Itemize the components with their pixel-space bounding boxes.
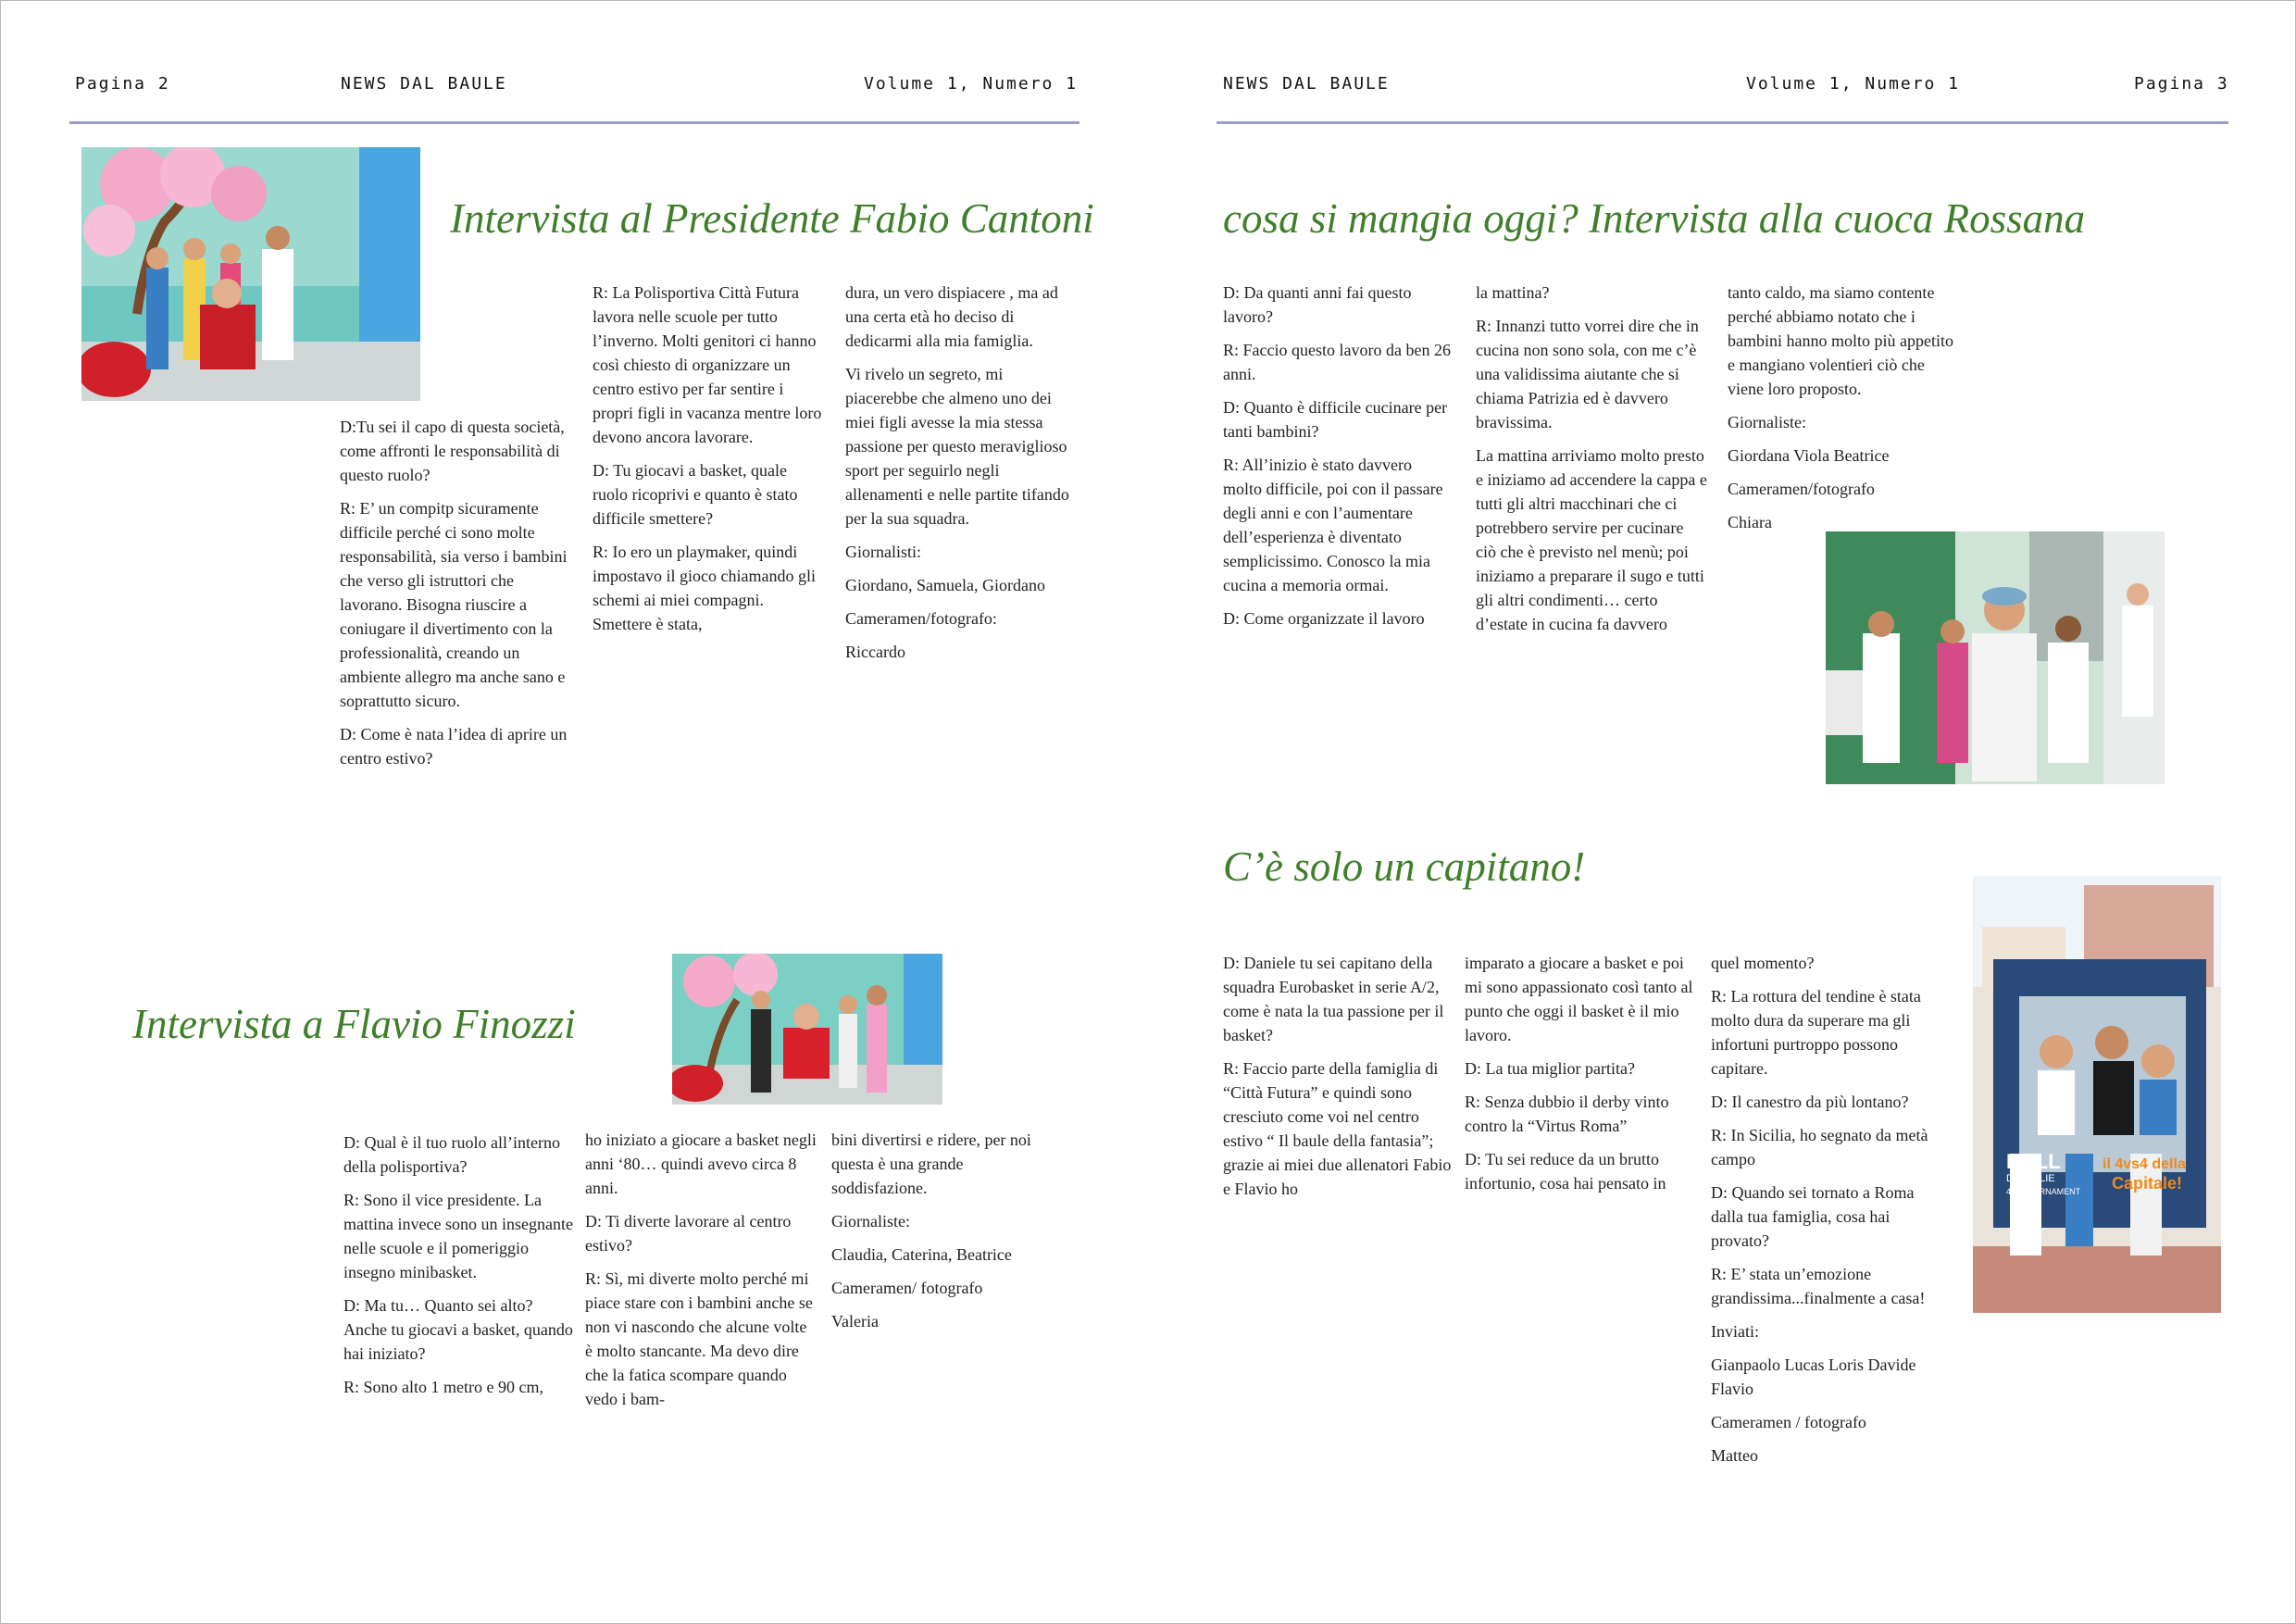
left-header-rule — [69, 121, 1079, 124]
paragraph: D: Quando sei tornato a Roma dalla tua famiglia, cosa hai provato? — [1711, 1183, 1915, 1250]
right-header-rule — [1217, 121, 2228, 124]
paragraph: R: Faccio questo lavoro da ben 26 anni. — [1223, 341, 1451, 383]
left-volume: Volume 1, Numero 1 — [864, 74, 1079, 94]
paragraph: D: Daniele tu sei capitano della squadra Eurobasket in serie A/2, come è nata la tua passione per il basket? — [1223, 954, 1444, 1044]
article-capitano-col3 — [1711, 951, 1942, 1477]
paragraph: R: La Polisportiva Città Futura lavora nelle scuole per tutto l’inverno. Molti genitori ci hanno così chiesto di organizzare un centro estivo per far sentire i propri figli in vacanza mentre loro devono ancora lavorare. — [593, 283, 822, 446]
paragraph: Riccardo — [845, 643, 905, 661]
paragraph: R: E’ stata un’emozione grandissima...finalmente a casa! — [1711, 1265, 1926, 1307]
paragraph: D: Quanto è difficile cucinare per tanti bambini? — [1223, 398, 1448, 441]
right-volume: Volume 1, Numero 1 — [1746, 74, 1961, 94]
paragraph: La mattina arriviamo molto presto e iniziamo ad accendere la cappa e tutti gli altri macchinari che ci potrebbero servire per cucinare ciò che è previsto nel menù; poi iniziamo a preparare il sugo e tutti gli altri condimenti… certo d’estate in cucina fa davvero — [1476, 446, 1707, 633]
article-finozzi-col2 — [585, 1128, 817, 1420]
article-finozzi-col1 — [343, 1131, 573, 1408]
right-page-number: Pagina 3 — [2134, 74, 2229, 94]
paragraph: imparato a giocare a basket e poi mi sono appassionato così tanto al punto che oggi il basket è il mio lavoro. — [1465, 954, 1693, 1044]
article-rossana-col3 — [1728, 281, 1959, 543]
paragraph: Matteo — [1711, 1446, 1758, 1465]
photo-captain-tournament — [1973, 876, 2221, 1313]
paragraph: D: Ma tu… Quanto sei alto? Anche tu giocavi a basket, quando hai iniziato? — [343, 1296, 573, 1363]
photo-logo-tournament: 4x4 TOURNAMENT — [2006, 1187, 2081, 1196]
paragraph: la mattina? — [1476, 283, 1550, 302]
article-capitano-col2 — [1465, 951, 1696, 1205]
article-rossana-col2 — [1476, 281, 1707, 645]
paragraph: R: Innanzi tutto vorrei dire che in cucina non sono sola, con me c’è una validissima aiutante che si chiama Patrizia ed è davvero bravissima. — [1476, 317, 1699, 431]
article-finozzi-col3 — [831, 1128, 1063, 1343]
paragraph: Cameramen/fotografo: — [845, 609, 997, 628]
paragraph: dura, un vero dispiacere , ma ad una certa età ho deciso di dedicarmi alla mia famiglia. — [845, 283, 1058, 350]
article-rossana-col1 — [1223, 281, 1454, 640]
paragraph: Giornaliste: — [831, 1212, 910, 1230]
paragraph: Chiara — [1728, 513, 1772, 531]
photo-president-children — [81, 147, 420, 401]
paragraph: Cameramen/fotografo — [1728, 480, 1875, 498]
paragraph: R: Sì, mi diverte molto perché mi piace stare con i bambini anche se non vi nascondo che alcune volte è molto stancante. Ma devo dire che la fatica scompare quando vedo i bam- — [585, 1269, 813, 1408]
photo-banner-line1: il 4vs4 della — [2103, 1156, 2186, 1172]
paragraph: ho iniziato a giocare a basket negli anni ‘80… quindi avevo circa 8 anni. — [585, 1131, 817, 1197]
left-page-number: Pagina 2 — [75, 74, 170, 94]
paragraph: D: Il canestro da più lontano? — [1711, 1093, 1909, 1111]
paragraph: Inviati: — [1711, 1322, 1759, 1341]
article-capitano-col1 — [1223, 951, 1454, 1210]
paragraph: R: In Sicilia, ho segnato da metà campo — [1711, 1126, 1928, 1168]
paragraph: R: Sono il vice presidente. La mattina invece sono un insegnante nelle scuole e il pomeriggio insegno minibasket. — [343, 1191, 573, 1281]
paragraph: Giordana Viola Beatrice — [1728, 446, 1890, 465]
paragraph: tanto caldo, ma siamo contente perché abbiamo notato che i bambini hanno molto più appetito e mangiano volentieri ciò che viene loro proposto. — [1728, 283, 1953, 398]
article-title-rossana: cosa si mangia oggi? Intervista alla cuoca Rossana — [1223, 195, 2086, 242]
paragraph: R: All’inizio è stato davvero molto difficile, poi con il passare degli anni e con l’aumentare dell’esperienza è diventato semplicissimo. Conosco la mia cucina a memoria ormai. — [1223, 456, 1443, 594]
paragraph: D: La tua miglior partita? — [1465, 1059, 1635, 1078]
paragraph: D: Ti diverte lavorare al centro estivo? — [585, 1212, 792, 1255]
paragraph: R: Senza dubbio il derby vinto contro la “Virtus Roma” — [1465, 1093, 1669, 1135]
paragraph: R: La rottura del tendine è stata molto dura da superare ma gli infortuni purtroppo possono capitare. — [1711, 987, 1921, 1078]
photo-logo-dont-lie: DON'T LIE — [2006, 1173, 2055, 1184]
left-newsletter-name: NEWS DAL BAULE — [341, 74, 507, 94]
paragraph: Giordano, Samuela, Giordano — [845, 576, 1045, 594]
paragraph: Vi rivelo un segreto, mi piacerebbe che almeno uno dei miei figli avesse la mia stessa passione per questo meraviglioso sport per seguirlo negli allenamenti e nelle partite tifando per la sua squadra. — [845, 365, 1069, 528]
right-newsletter-name: NEWS DAL BAULE — [1223, 74, 1390, 94]
photo-banner-line2: Capitale! — [2112, 1174, 2183, 1193]
paragraph: Giornalisti: — [845, 543, 921, 561]
paragraph: D: Tu sei reduce da un brutto infortunio, cosa hai pensato in — [1465, 1150, 1666, 1193]
paragraph: R: Sono alto 1 metro e 90 cm, — [343, 1378, 543, 1396]
paragraph: R: E’ un compitp sicuramente difficile perché ci sono molte responsabilità, sia verso i bambini che verso gli istruttori che lavorano. Bisogna riuscire a coniugare il divertimento con la professionalità, creando un ambiente allegro ma anche sano e soprattutto sicuro. — [340, 499, 568, 710]
paragraph: Cameramen/ fotografo — [831, 1279, 983, 1297]
article-title-cantoni: Intervista al Presidente Fabio Cantoni — [450, 195, 1094, 242]
photo-cook-children — [1826, 531, 2165, 784]
paragraph: D: Tu giocavi a basket, quale ruolo ricoprivi e quanto è stato difficile smettere? — [593, 461, 798, 528]
paragraph: Gianpaolo Lucas Loris Davide Flavio — [1711, 1355, 1916, 1398]
photo-vice-president-children — [672, 954, 942, 1105]
article-cantoni-col1 — [340, 415, 571, 780]
paragraph: bini divertirsi e ridere, per noi questa è una grande soddisfazione. — [831, 1131, 1031, 1197]
paragraph: D: Come organizzate il lavoro — [1223, 609, 1425, 628]
article-cantoni-col3 — [845, 281, 1077, 673]
article-title-capitano: C’è solo un capitano! — [1223, 843, 1586, 890]
paragraph: D: Da quanti anni fai questo lavoro? — [1223, 283, 1412, 326]
paragraph: D: Qual è il tuo ruolo all’interno della polisportiva? — [343, 1133, 560, 1176]
paragraph: Claudia, Caterina, Beatrice — [831, 1245, 1012, 1264]
paragraph: Cameramen / fotografo — [1711, 1413, 1866, 1431]
article-cantoni-col2 — [593, 281, 824, 645]
paragraph: quel momento? — [1711, 954, 1815, 972]
article-title-finozzi: Intervista a Flavio Finozzi — [132, 1001, 576, 1047]
paragraph: D:Tu sei il capo di questa società, come affronti le responsabilità di questo ruolo? — [340, 418, 565, 484]
paragraph: R: Io ero un playmaker, quindi impostavo il gioco chiamando gli schemi ai miei compagni. Smettere è stata, — [593, 543, 816, 633]
paragraph: Giornaliste: — [1728, 413, 1806, 431]
photo-logo-ball: BALL — [2006, 1150, 2061, 1173]
paragraph: D: Come è nata l’idea di aprire un centro estivo? — [340, 725, 568, 768]
paragraph: Valeria — [831, 1312, 879, 1330]
paragraph: R: Faccio parte della famiglia di “Città Futura” e quindi sono cresciuto come voi nel centro estivo “ Il baule della fantasia”; grazie ai miei due allenatori Fabio e Flavio ho — [1223, 1059, 1452, 1198]
